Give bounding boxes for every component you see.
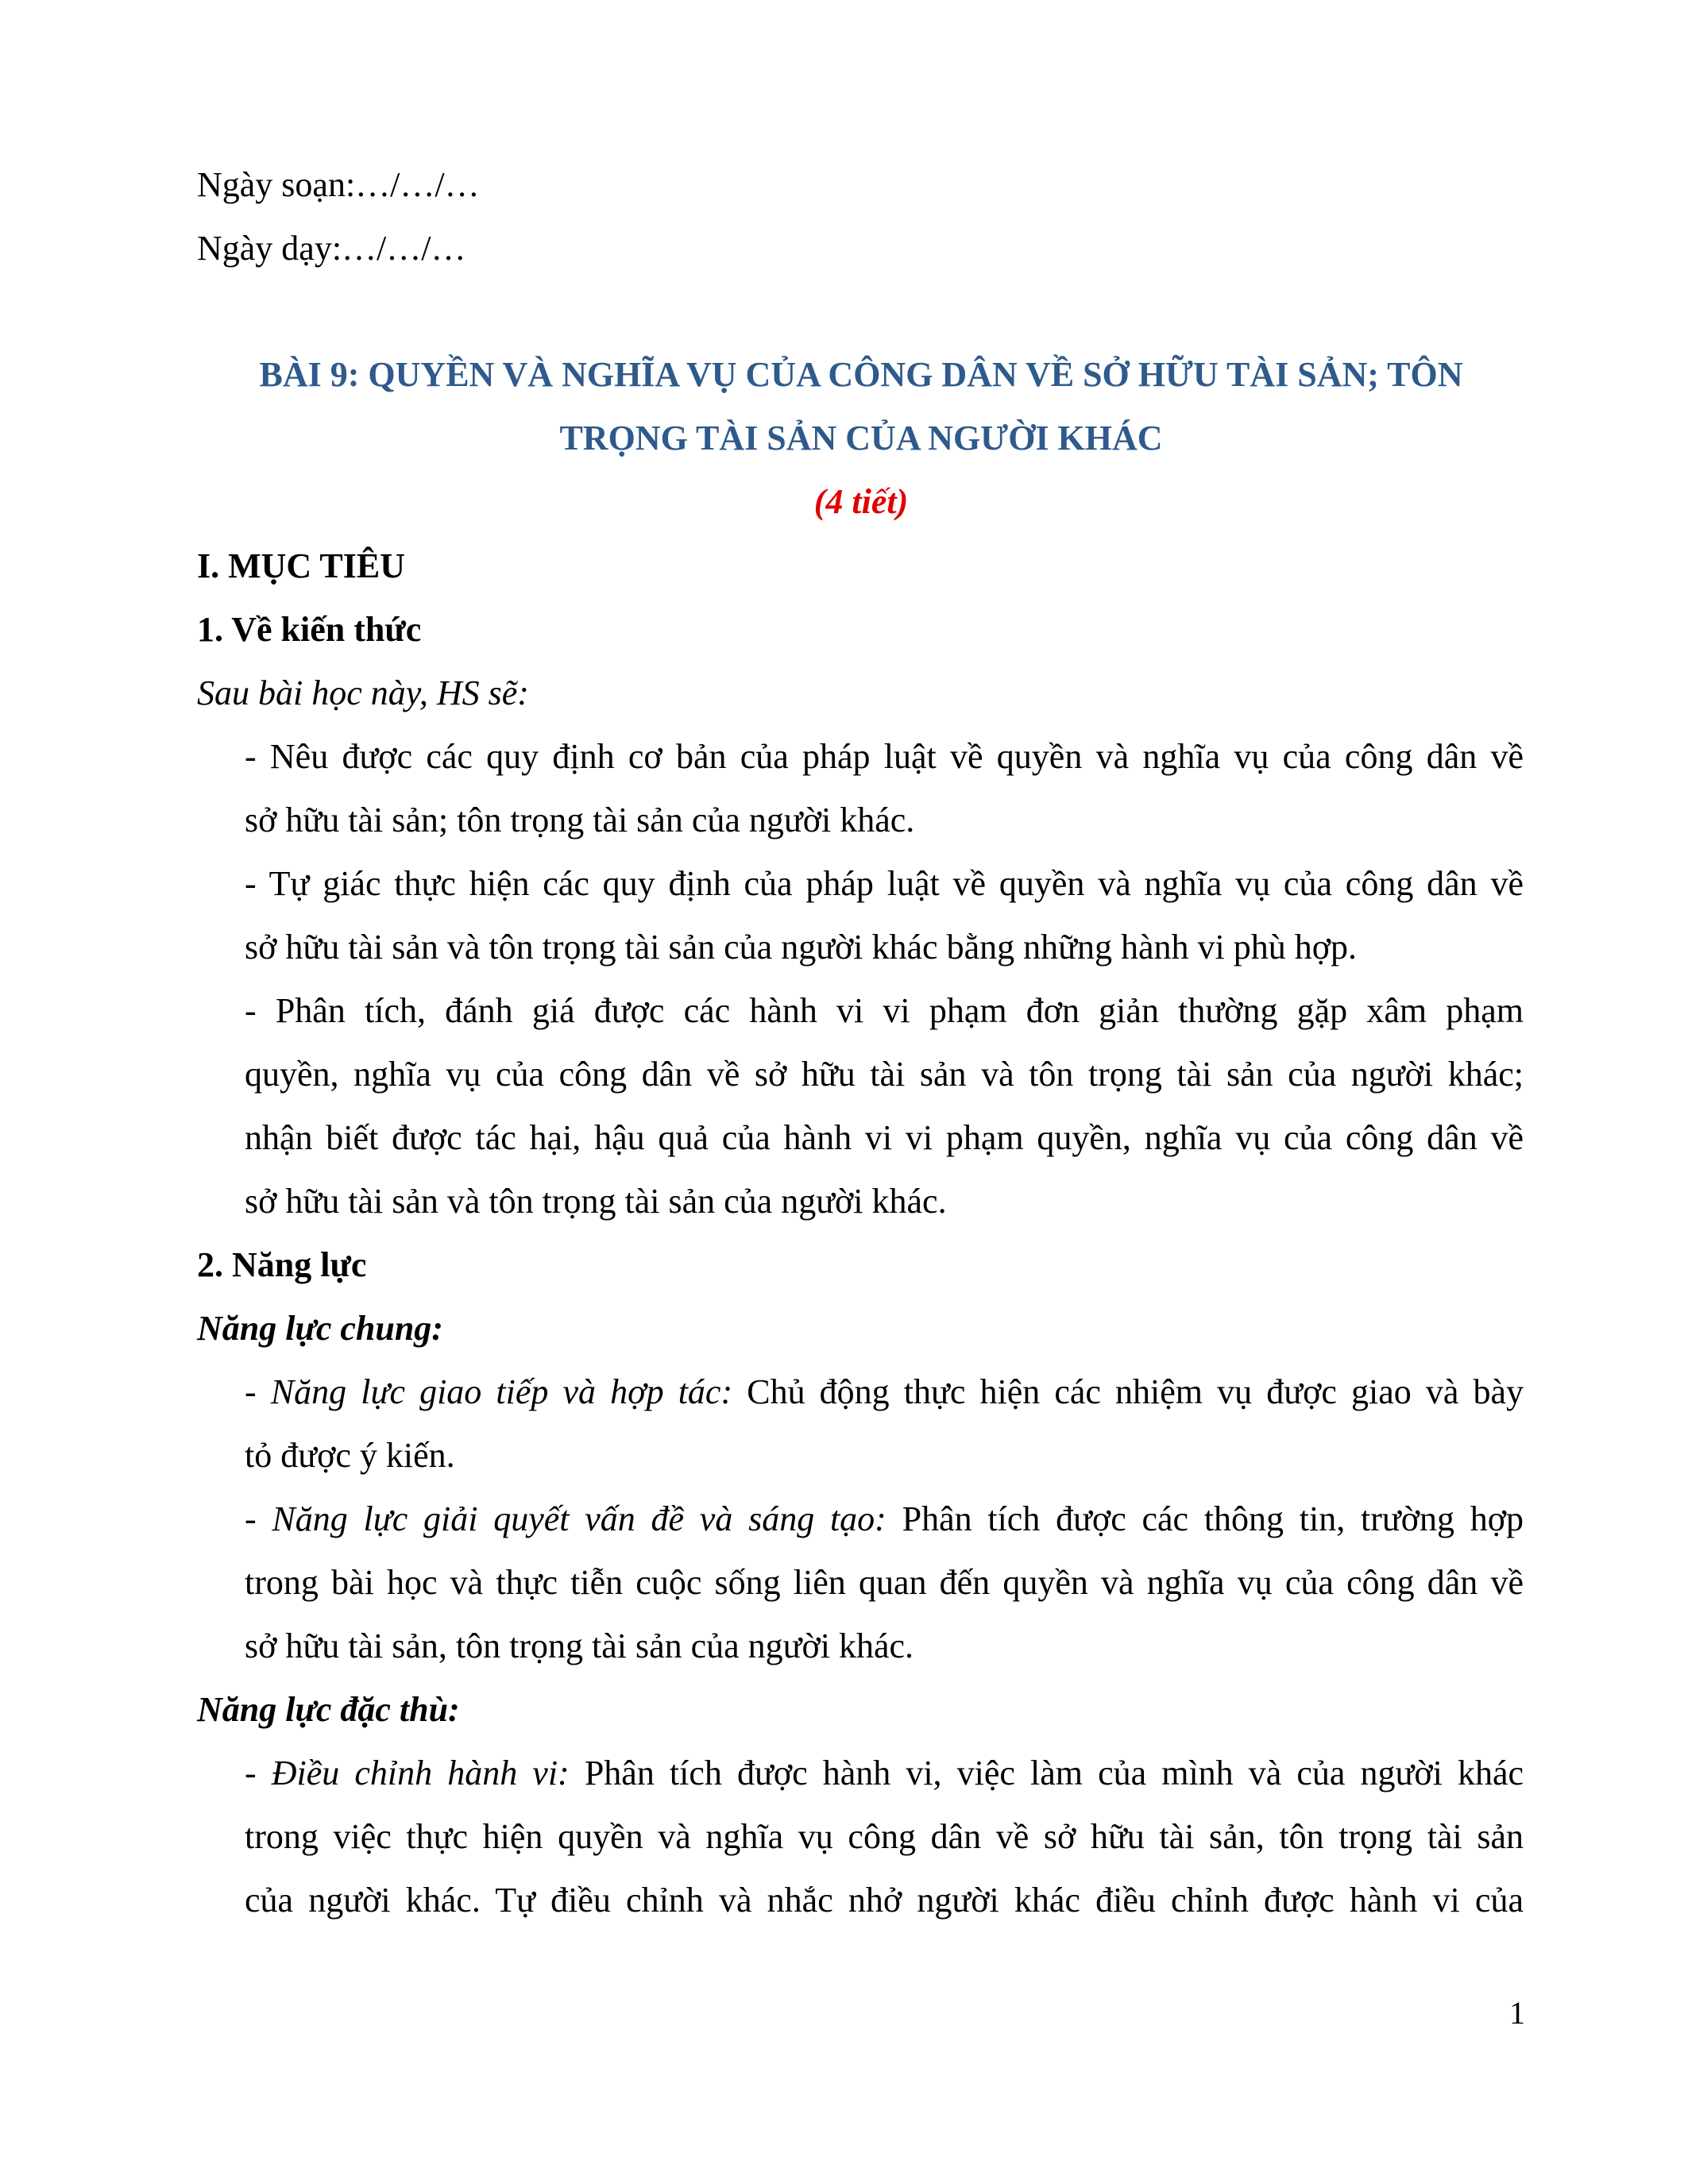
subsection-heading-nang-luc: 2. Năng lực <box>197 1245 367 1284</box>
general-competency-2-line-2: trong bài học và thực tiễn cuộc sống liên quan đến quyền và nghĩa vụ của công dân về <box>245 1563 1524 1602</box>
knowledge-bullet-3-line-2: quyền, nghĩa vụ của công dân về sở hữu tài sản và tôn trọng tài sản của người khác; <box>245 1055 1524 1094</box>
intro-text: Sau bài học này, HS sẽ: <box>197 673 529 712</box>
general-competency-2-line-1: - Năng lực giải quyết vấn đề và sáng tạo: Phân tích được các thông tin, trường hợp <box>245 1499 1524 1538</box>
knowledge-bullet-2-line-2: sở hữu tài sản và tôn trọng tài sản của người khác bằng những hành vi phù hợp. <box>245 928 1357 967</box>
general-competency-2-line-3: sở hữu tài sản, tôn trọng tài sản của người khác. <box>245 1626 914 1665</box>
knowledge-bullet-1-line-1: - Nêu được các quy định cơ bản của pháp luật về quyền và nghĩa vụ của công dân về <box>245 737 1524 776</box>
section-heading-muc-tieu: I. MỤC TIÊU <box>197 546 406 585</box>
nang-luc-chung-heading: Năng lực chung: <box>197 1309 443 1348</box>
lesson-title-line-1: BÀI 9: QUYỀN VÀ NGHĨA VỤ CỦA CÔNG DÂN VỀ SỞ HỮU TÀI SẢN; TÔN <box>259 355 1463 394</box>
knowledge-bullet-3-line-3: nhận biết được tác hại, hậu quả của hành vi vi phạm quyền, nghĩa vụ của công dân về <box>245 1118 1524 1157</box>
ngay-day: Ngày dạy:…/…/… <box>197 229 466 268</box>
knowledge-bullet-2-line-1: - Tự giác thực hiện các quy định của pháp luật về quyền và nghĩa vụ của công dân về <box>245 864 1524 903</box>
ngay-soan: Ngày soạn:…/…/… <box>197 165 480 204</box>
specific-competency-1-line-2: trong việc thực hiện quyền và nghĩa vụ công dân về sở hữu tài sản, tôn trọng tài sản <box>245 1817 1524 1856</box>
general-competency-1-label: Năng lực giao tiếp và hợp tác: <box>270 1372 733 1411</box>
general-competency-2-label: Năng lực giải quyết vấn đề và sáng tạo: <box>272 1499 886 1538</box>
knowledge-bullet-3-line-1: - Phân tích, đánh giá được các hành vi vi phạm đơn giản thường gặp xâm phạm <box>245 991 1524 1030</box>
lesson-title-line-2: TRỌNG TÀI SẢN CỦA NGƯỜI KHÁC <box>559 419 1163 457</box>
general-competency-1-line-1: - Năng lực giao tiếp và hợp tác: Chủ động thực hiện các nhiệm vụ được giao và bày <box>245 1372 1524 1411</box>
lesson-duration: (4 tiết) <box>813 482 909 521</box>
general-competency-2-text: Phân tích được các thông tin, trường hợp <box>902 1499 1524 1538</box>
specific-competency-1-line-3: của người khác. Tự điều chỉnh và nhắc nhở người khác điều chỉnh được hành vi của <box>245 1881 1524 1920</box>
specific-competency-1-label: Điều chỉnh hành vi: <box>271 1754 570 1792</box>
knowledge-bullet-3-line-4: sở hữu tài sản và tôn trọng tài sản của người khác. <box>245 1182 947 1221</box>
nang-luc-dac-thu-heading: Năng lực đặc thù: <box>197 1690 460 1729</box>
subsection-heading-kien-thuc: 1. Về kiến thức <box>197 610 422 649</box>
general-competency-1-text: Chủ động thực hiện các nhiệm vụ được giao và bày <box>747 1372 1524 1411</box>
page-number: 1 <box>1509 1995 1525 2031</box>
general-competency-1-line-2: tỏ được ý kiến. <box>245 1436 455 1475</box>
specific-competency-1-line-1: - Điều chỉnh hành vi: Phân tích được hành vi, việc làm của mình và của người khác <box>245 1754 1524 1792</box>
knowledge-bullet-1-line-2: sở hữu tài sản; tôn trọng tài sản của người khác. <box>245 801 915 839</box>
specific-competency-1-text: Phân tích được hành vi, việc làm của mình và của người khác <box>584 1754 1524 1792</box>
